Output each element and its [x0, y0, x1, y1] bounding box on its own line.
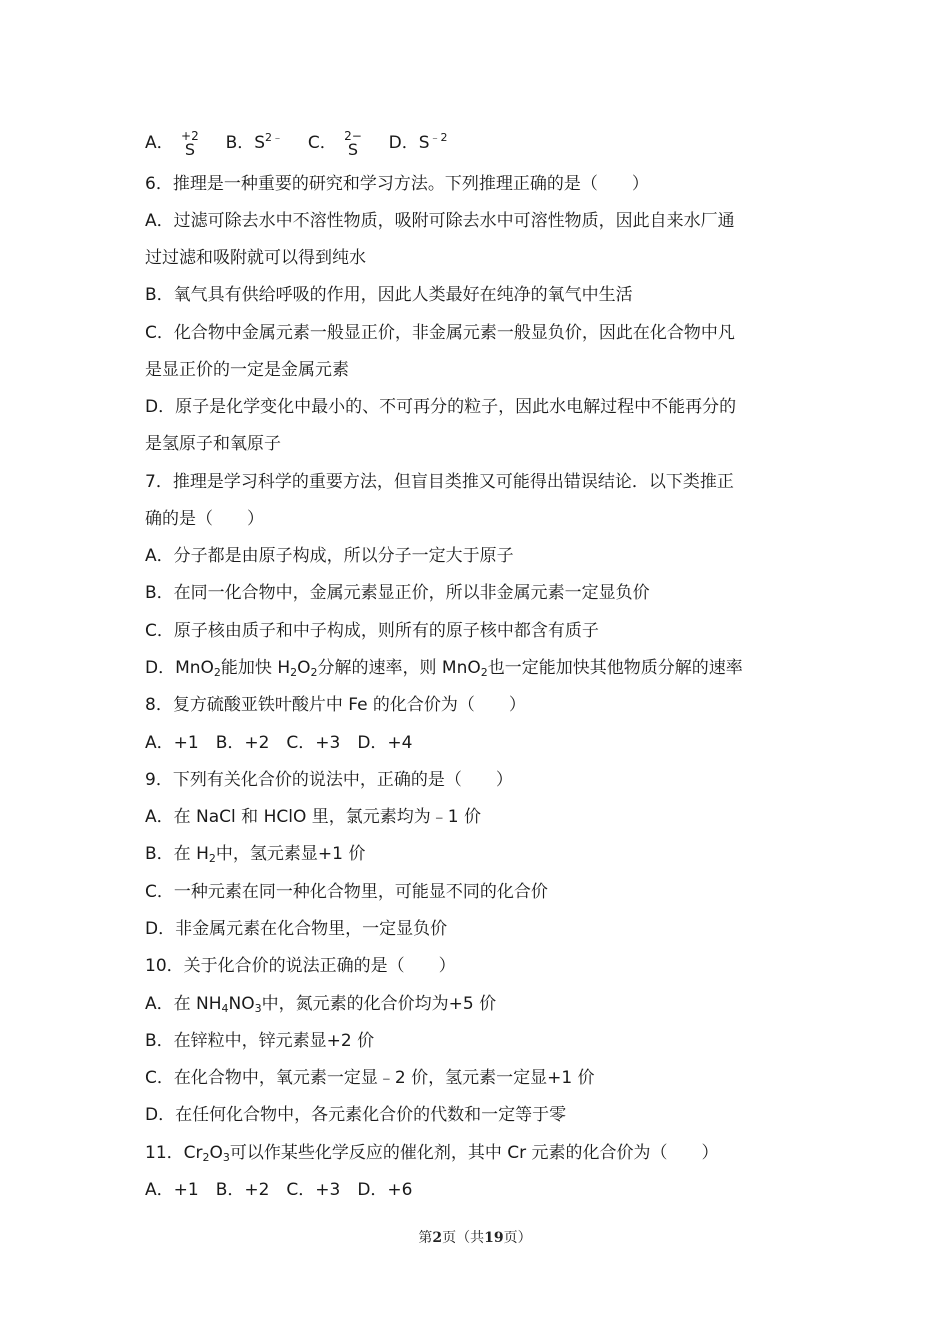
q6-option-c: C．化合物中金属元素一般显正价，非金属元素一般显负价，因此在化合物中凡 [145, 323, 735, 343]
page-footer: 第2页（共19页） [418, 1230, 532, 1246]
q11-stem: 11．$Cr_2O_3$可以作某些化学反应的催化剂，其中 Cr 元素的化合价为（ ） [145, 1143, 719, 1164]
q11-options: A．+1 B．+2 C．+3 D．+6 [145, 1180, 413, 1200]
q5-option-d-symbol: S [418, 133, 430, 153]
q6-option-d: D．原子是化学变化中最小的、不可再分的粒子，因此水电解过程中不能再分的 [145, 397, 737, 417]
q7-option-b: B．在同一化合物中，金属元素显正价，所以非金属元素一定显负价 [145, 583, 650, 603]
q10-option-b: B．在锌粒中，锌元素显+2 价 [145, 1031, 375, 1051]
q5-option-b-symbol: S [254, 133, 266, 153]
q8-stem: 8．复方硫酸亚铁叶酸片中 Fe 的化合价为（ ） [145, 695, 526, 715]
q10-option-d: D．在任何化合物中，各元素化合价的代数和一定等于零 [145, 1105, 567, 1125]
q9-option-a: A．在 NaCl 和 HClO 里，氯元素均为﹣1 价 [145, 807, 481, 827]
q9-option-d: D．非金属元素在化合物里，一定显负价 [145, 919, 448, 939]
q7-stem-cont: 确的是（ ） [145, 509, 264, 529]
q10-option-a: A．在 $NH_4NO_3$中，氮元素的化合价均为+5 价 [145, 994, 497, 1015]
q10-option-c: C．在化合物中，氧元素一定显﹣2 价，氢元素一定显+1 价 [145, 1068, 595, 1088]
q6-option-b: B．氧气具有供给呼吸的作用，因此人类最好在纯净的氧气中生活 [145, 285, 633, 305]
q7-option-c: C．原子核由质子和中子构成，则所有的原子核中都含有质子 [145, 621, 599, 641]
q6-option-a: A．过滤可除去水中不溶性物质，吸附可除去水中可溶性物质，因此自来水厂通 [145, 211, 735, 231]
q5-option-a-symbol: +2 S [181, 129, 199, 159]
q9-stem: 9．下列有关化合价的说法中，正确的是（ ） [145, 770, 513, 790]
q5-option-d-label: D． [388, 133, 419, 153]
q5-option-c-label: C． [307, 133, 337, 153]
q5-option-a-label: A． [145, 133, 174, 153]
q7-option-d: D．MnO$_2$能加快 $H_2O_2$分解的速率，则 MnO$_2$也一定能加快其他物质分解的速率 [145, 658, 743, 679]
q5-option-c-symbol: 2− S [344, 129, 362, 159]
q5-option-b-label: B． [225, 133, 255, 153]
q7-option-a: A．分子都是由原子构成，所以分子一定大于原子 [145, 546, 514, 566]
q8-options: A．+1 B．+2 C．+3 D．+4 [145, 733, 413, 753]
q6-option-d-cont: 是氢原子和氧原子 [145, 434, 281, 454]
q5-options: A． +2 S B．$S^{2﹣}$ C． 2− S D．$S^{﹣2}$ [145, 129, 448, 159]
q6-option-a-cont: 过过滤和吸附就可以得到纯水 [145, 248, 366, 268]
total-page-count: 19 [484, 1230, 504, 1246]
q6-stem: 6．推理是一种重要的研究和学习方法。下列推理正确的是（ ） [145, 174, 649, 194]
q10-stem: 10．关于化合价的说法正确的是（ ） [145, 956, 456, 976]
q9-option-c: C．一种元素在同一种化合物里，可能显不同的化合价 [145, 882, 548, 902]
current-page-number: 2 [432, 1230, 443, 1246]
q6-option-c-cont: 是显正价的一定是金属元素 [145, 360, 349, 380]
q7-stem: 7．推理是学习科学的重要方法，但盲目类推又可能得出错误结论．以下类推正 [145, 472, 734, 492]
q9-option-b: B．在 $H_2$中，氢元素显+1 价 [145, 844, 366, 865]
